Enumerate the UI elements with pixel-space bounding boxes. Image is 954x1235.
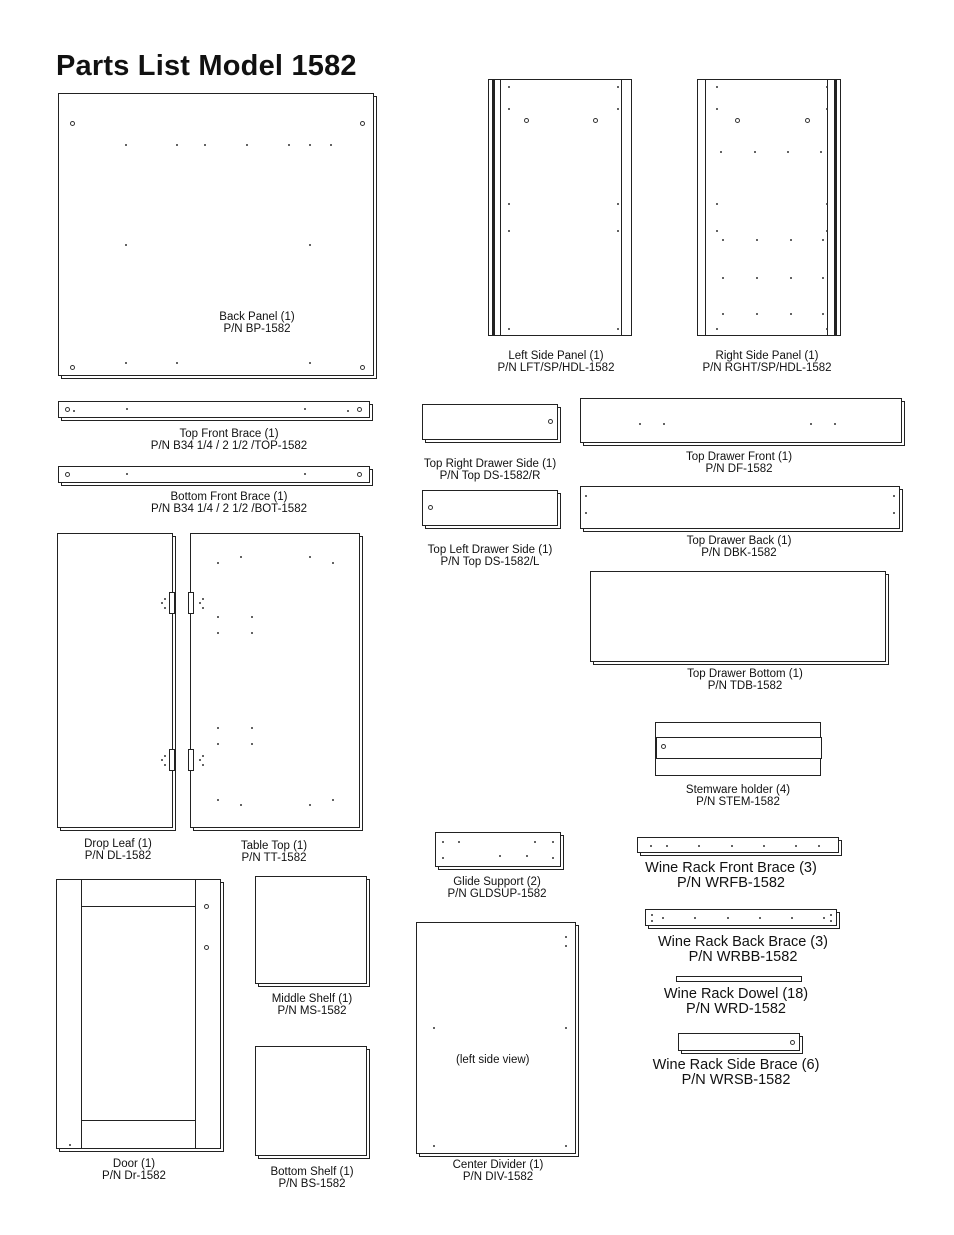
center-divider-note: (left side view) [456,1054,530,1066]
table-top-caption: Table Top (1) P/N TT-1582 [240,840,308,864]
back-panel-drawing [58,93,374,376]
middle-shelf-caption: Middle Shelf (1) P/N MS-1582 [271,993,353,1017]
top-drawer-bottom-drawing [590,571,886,662]
wine-rack-back-brace-caption: Wine Rack Back Brace (3) P/N WRBB-1582 [657,934,829,965]
wine-rack-front-brace-caption: Wine Rack Front Brace (3) P/N WRFB-1582 [645,860,817,891]
glide-support-drawing [435,832,561,867]
drop-leaf-drawing [57,533,173,828]
top-drawer-back-drawing [580,486,900,529]
middle-shelf-drawing [255,876,367,984]
top-front-brace-drawing [58,401,370,418]
center-divider-caption: Center Divider (1) P/N DIV-1582 [452,1159,544,1183]
top-right-drawer-side-caption: Top Right Drawer Side (1) P/N Top DS-1582/R [423,458,557,482]
glide-support-caption: Glide Support (2) P/N GLDSUP-1582 [447,876,547,900]
bottom-shelf-drawing [255,1046,367,1156]
drop-leaf-caption: Drop Leaf (1) P/N DL-1582 [84,838,152,862]
table-top-drawing [190,533,360,828]
wine-rack-dowel-drawing [676,976,802,982]
top-drawer-bottom-caption: Top Drawer Bottom (1) P/N TDB-1582 [687,668,803,692]
top-drawer-front-drawing [580,398,902,443]
bottom-front-brace-caption: Bottom Front Brace (1) P/N B34 1/4 / 2 1/2 /BOT-1582 [151,491,307,515]
bottom-shelf-caption: Bottom Shelf (1) P/N BS-1582 [270,1166,354,1190]
top-drawer-front-caption: Top Drawer Front (1) P/N DF-1582 [685,451,793,475]
top-left-drawer-side-caption: Top Left Drawer Side (1) P/N Top DS-1582/L [427,544,553,568]
wine-rack-dowel-caption: Wine Rack Dowel (18) P/N WRD-1582 [663,986,809,1017]
top-front-brace-caption: Top Front Brace (1) P/N B34 1/4 / 2 1/2 /TOP-1582 [150,428,308,452]
left-side-panel-caption: Left Side Panel (1) P/N LFT/SP/HDL-1582 [497,350,615,374]
stemware-holder-caption: Stemware holder (4) P/N STEM-1582 [685,784,791,808]
wine-rack-front-brace-drawing [637,837,839,853]
center-divider-drawing [416,922,576,1154]
page-title: Parts List Model 1582 [56,50,357,82]
top-drawer-back-caption: Top Drawer Back (1) P/N DBK-1582 [686,535,792,559]
left-side-panel-drawing [488,79,632,336]
stemware-holder-drawing [655,722,821,776]
wine-rack-side-brace-drawing [678,1033,800,1051]
top-left-drawer-side-drawing [422,490,558,526]
back-panel-caption: Back Panel (1) P/N BP-1582 [219,311,295,335]
right-side-panel-caption: Right Side Panel (1) P/N RGHT/SP/HDL-1582 [702,350,832,374]
top-right-drawer-side-drawing [422,404,558,440]
right-side-panel-drawing [697,79,841,336]
bottom-front-brace-drawing [58,466,370,483]
wine-rack-side-brace-caption: Wine Rack Side Brace (6) P/N WRSB-1582 [652,1057,820,1088]
door-caption: Door (1) P/N Dr-1582 [102,1158,166,1182]
door-drawing [56,879,221,1149]
wine-rack-back-brace-drawing [645,909,837,926]
